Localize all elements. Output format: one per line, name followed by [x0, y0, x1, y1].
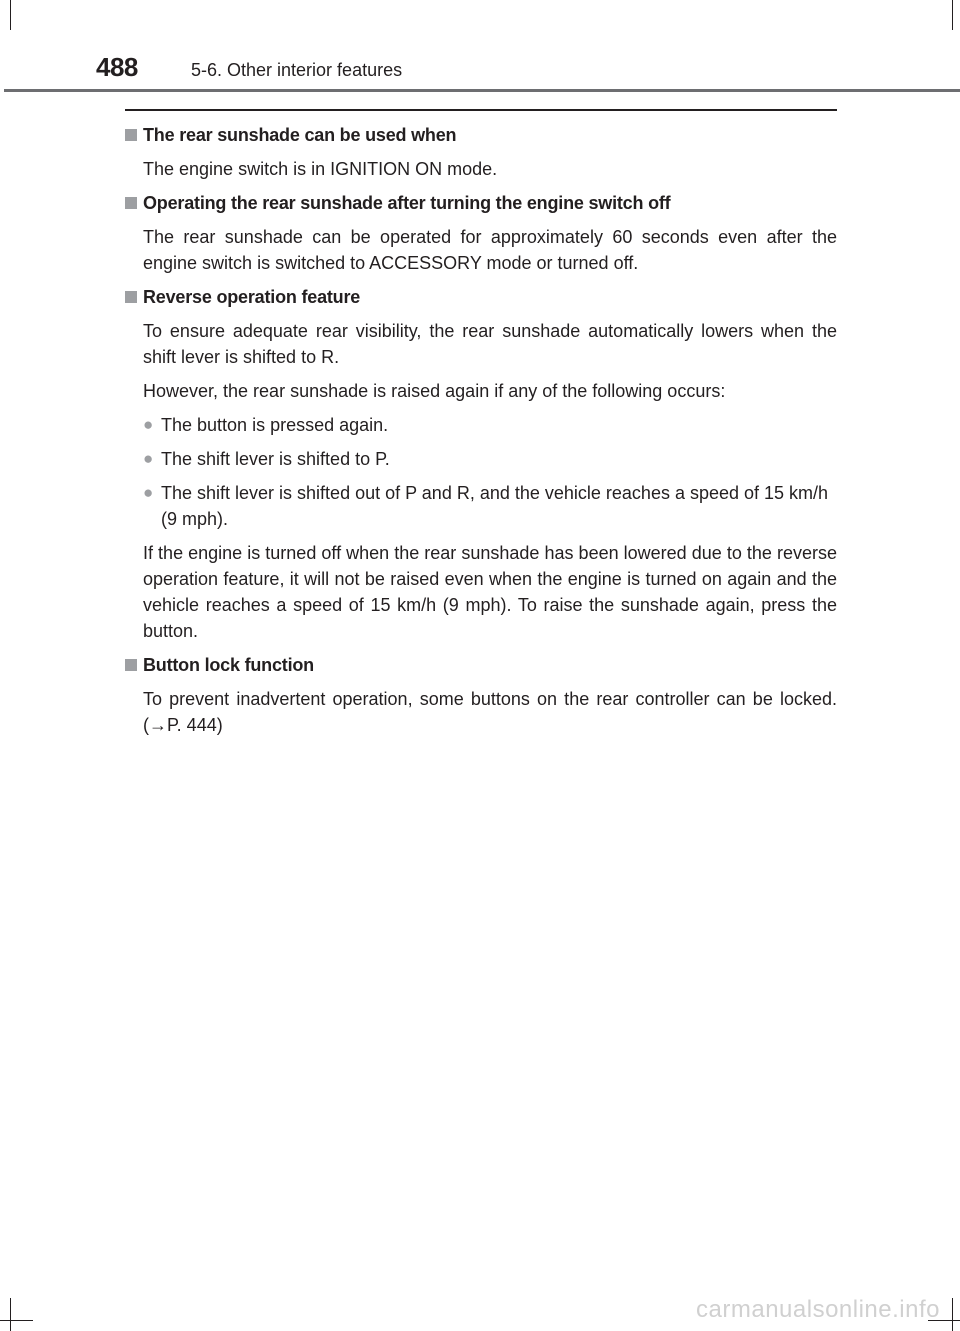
- paragraph: If the engine is turned off when the rear sunshade has been lowered due to the reverse operation feature, it will not be raised even when the engine is turned on again and the vehicle reaches a speed of 15 km/h (9 mph). To raise the sunshade again, press the button.: [143, 543, 837, 641]
- circle-bullet-icon: ●: [143, 449, 154, 468]
- list-item: ● The shift lever is shifted out of P and R, and the vehicle reaches a speed of 15 km/h (9 mph).: [143, 480, 837, 532]
- paragraph: The rear sunshade can be operated for approximately 60 seconds even after the engine switch is switched to ACCESSORY mode or turned off.: [143, 227, 837, 273]
- list-item: ● The button is pressed again.: [143, 412, 837, 438]
- section-heading: The rear sunshade can be used when: [125, 122, 837, 148]
- paragraph: The engine switch is in IGNITION ON mode.: [143, 159, 498, 179]
- page-content: [125, 122, 837, 746]
- header-rule: [4, 89, 960, 92]
- section-title: 5-6. Other interior features: [191, 60, 403, 80]
- circle-bullet-icon: ●: [143, 483, 154, 502]
- square-bullet-icon: [125, 291, 137, 303]
- content-rule: [125, 109, 837, 111]
- square-bullet-icon: [125, 659, 137, 671]
- page-number: 488: [96, 52, 138, 82]
- circle-bullet-icon: ●: [143, 415, 154, 434]
- paragraph: To prevent inadvertent operation, some buttons on the rear controller can be locked. (→P. 444): [143, 689, 837, 735]
- crop-mark: [10, 1298, 11, 1331]
- square-bullet-icon: [125, 129, 137, 141]
- crop-mark: [0, 1320, 33, 1321]
- paragraph: However, the rear sunshade is raised again if any of the following occurs:: [143, 381, 726, 401]
- section-heading: Reverse operation feature: [125, 284, 837, 310]
- paragraph: To ensure adequate rear visibility, the rear sunshade automatically lowers when the shift lever is shifted to R.: [143, 321, 837, 367]
- section-heading: Button lock function: [125, 652, 837, 678]
- list-item: ● The shift lever is shifted to P.: [143, 446, 837, 472]
- watermark: carmanualsonline.info: [696, 1296, 940, 1323]
- section-heading: Operating the rear sunshade after turning the engine switch off: [125, 190, 837, 216]
- square-bullet-icon: [125, 197, 137, 209]
- page-header: [0, 0, 960, 95]
- crop-mark: [952, 1298, 953, 1331]
